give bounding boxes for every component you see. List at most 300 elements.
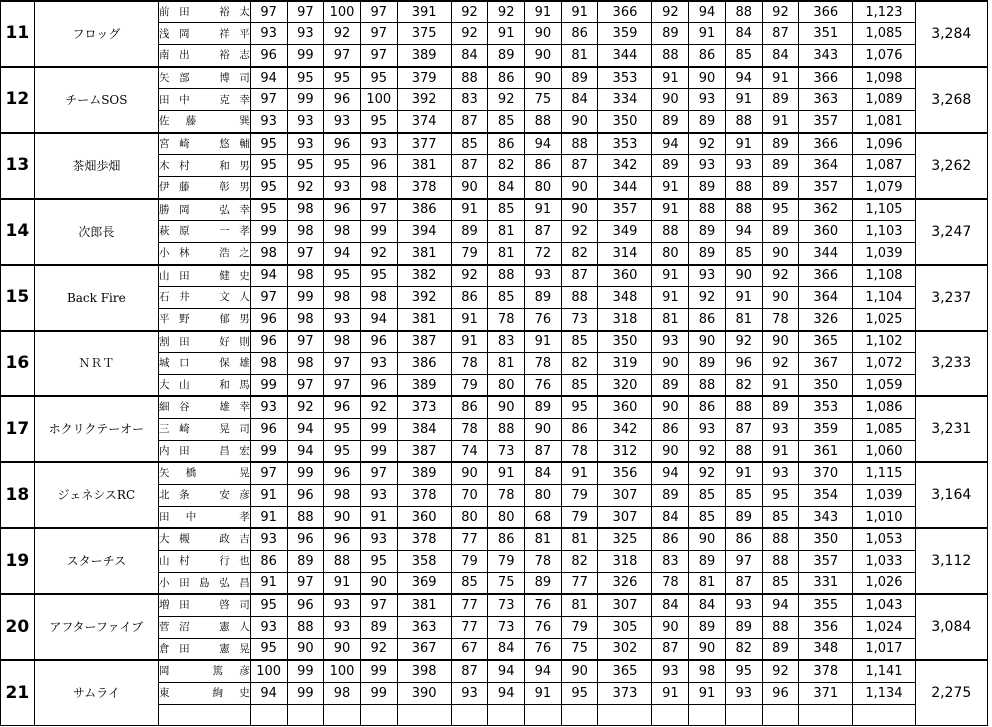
player-total: 1,105: [853, 199, 915, 221]
series-score: [287, 704, 324, 726]
series-subtotal: 378: [397, 528, 451, 550]
series-score: 85: [488, 199, 525, 221]
series-score: 88: [725, 199, 762, 221]
series-score: 90: [525, 67, 562, 89]
series-score: 87: [525, 440, 562, 462]
series-score: 90: [561, 660, 598, 682]
series-subtotal: 307: [598, 484, 652, 506]
series-score: 95: [250, 155, 287, 177]
series-score: 76: [525, 309, 562, 331]
series-score: 90: [652, 353, 689, 375]
series-subtotal: 353: [598, 67, 652, 89]
series-score: 84: [652, 594, 689, 616]
player-total: 1,076: [853, 45, 915, 67]
team-name: ジェネシスRC: [34, 462, 158, 528]
series-subtotal: 373: [397, 396, 451, 418]
player-name: 田中 孝: [159, 506, 251, 528]
series-score: 94: [488, 660, 525, 682]
series-score: 79: [561, 616, 598, 638]
series-score: 88: [488, 418, 525, 440]
player-name: 倉田 憲晃: [159, 638, 251, 660]
series-score: 86: [561, 23, 598, 45]
player-name: 岡 篤彦: [159, 660, 251, 682]
series-score: 84: [451, 45, 488, 67]
series-score: 100: [250, 660, 287, 682]
series-score: 90: [525, 45, 562, 67]
player-name: 前田 裕太: [159, 1, 251, 23]
player-total: 1,123: [853, 1, 915, 23]
series-score: 90: [360, 572, 397, 594]
player-total: 1,025: [853, 309, 915, 331]
series-score: 85: [689, 484, 726, 506]
series-score: 94: [525, 133, 562, 155]
series-subtotal: 343: [799, 506, 853, 528]
player-total: 1,053: [853, 528, 915, 550]
series-score: 92: [488, 89, 525, 111]
series-score: 79: [451, 374, 488, 396]
series-score: 96: [287, 484, 324, 506]
series-score: 92: [360, 638, 397, 660]
series-score: 99: [287, 660, 324, 682]
series-score: 97: [324, 374, 361, 396]
series-score: 94: [525, 660, 562, 682]
series-score: [488, 704, 525, 726]
series-score: 99: [287, 45, 324, 67]
series-score: 80: [652, 243, 689, 265]
series-subtotal: 378: [397, 177, 451, 199]
series-score: 89: [488, 45, 525, 67]
team-total: 3,268: [915, 67, 987, 133]
series-score: 87: [725, 418, 762, 440]
series-score: 95: [324, 67, 361, 89]
series-score: 90: [762, 331, 799, 353]
series-subtotal: 394: [397, 221, 451, 243]
series-subtotal: 386: [397, 199, 451, 221]
series-score: 97: [725, 550, 762, 572]
series-score: 98: [360, 177, 397, 199]
series-score: 93: [689, 265, 726, 287]
series-score: 93: [525, 265, 562, 287]
series-score: 98: [324, 287, 361, 309]
series-score: 87: [561, 265, 598, 287]
player-total: 1,089: [853, 89, 915, 111]
player-name: 矢橋 晃: [159, 462, 251, 484]
series-subtotal: 398: [397, 660, 451, 682]
series-score: 67: [451, 638, 488, 660]
series-score: 94: [762, 594, 799, 616]
series-score: 88: [324, 550, 361, 572]
series-subtotal: 360: [598, 265, 652, 287]
team-name: ＮＲＴ: [34, 331, 158, 397]
series-score: 73: [488, 440, 525, 462]
series-score: [725, 704, 762, 726]
series-score: 89: [762, 177, 799, 199]
series-score: 81: [525, 528, 562, 550]
player-name: 佐藤 巽: [159, 111, 251, 133]
series-subtotal: 367: [799, 353, 853, 375]
series-score: 92: [762, 660, 799, 682]
series-subtotal: 326: [598, 572, 652, 594]
player-name: [159, 704, 251, 726]
series-subtotal: 351: [799, 23, 853, 45]
player-total: 1,134: [853, 682, 915, 704]
series-score: 90: [652, 89, 689, 111]
series-score: 73: [561, 309, 598, 331]
player-name: 城口 保雄: [159, 353, 251, 375]
table-row: [1, 594, 988, 616]
series-score: 82: [561, 353, 598, 375]
series-score: 99: [360, 660, 397, 682]
team-rank: 18: [1, 462, 35, 528]
table-row: [1, 1, 988, 23]
team-name: Back Fire: [34, 265, 158, 331]
series-score: 93: [324, 177, 361, 199]
player-total: 1,085: [853, 418, 915, 440]
series-subtotal: 381: [397, 309, 451, 331]
series-subtotal: 307: [598, 506, 652, 528]
series-score: 93: [360, 528, 397, 550]
series-score: 99: [360, 440, 397, 462]
player-total: 1,039: [853, 243, 915, 265]
series-score: 99: [287, 682, 324, 704]
series-score: 85: [561, 374, 598, 396]
series-score: 91: [652, 682, 689, 704]
series-score: 88: [689, 199, 726, 221]
series-subtotal: 353: [598, 133, 652, 155]
series-score: 76: [525, 638, 562, 660]
player-name: 小田島弘昌: [159, 572, 251, 594]
series-score: 75: [525, 89, 562, 111]
series-score: 89: [360, 616, 397, 638]
series-score: 90: [689, 67, 726, 89]
series-score: 91: [652, 177, 689, 199]
series-score: 85: [488, 287, 525, 309]
series-score: 88: [762, 616, 799, 638]
series-score: 88: [725, 177, 762, 199]
series-score: 84: [561, 89, 598, 111]
team-total: 3,231: [915, 396, 987, 462]
series-subtotal: 371: [799, 682, 853, 704]
series-score: 75: [488, 572, 525, 594]
player-name: 菅沼 憲人: [159, 616, 251, 638]
series-score: 95: [360, 265, 397, 287]
series-score: 78: [451, 353, 488, 375]
series-score: 94: [652, 133, 689, 155]
player-total: 1,103: [853, 221, 915, 243]
table-row: [1, 462, 988, 484]
series-subtotal: 365: [598, 660, 652, 682]
series-subtotal: 359: [799, 418, 853, 440]
series-score: 92: [287, 396, 324, 418]
team-total: 3,164: [915, 462, 987, 528]
series-subtotal: 314: [598, 243, 652, 265]
series-score: 78: [488, 484, 525, 506]
series-score: 95: [360, 550, 397, 572]
series-score: 80: [525, 177, 562, 199]
series-score: 86: [652, 418, 689, 440]
series-score: 89: [525, 287, 562, 309]
series-subtotal: [397, 704, 451, 726]
series-score: [652, 704, 689, 726]
player-total: 1,059: [853, 374, 915, 396]
team-total: 3,262: [915, 133, 987, 199]
series-score: [525, 704, 562, 726]
series-score: 88: [762, 550, 799, 572]
series-subtotal: 360: [799, 221, 853, 243]
series-subtotal: 344: [598, 177, 652, 199]
series-score: 91: [488, 462, 525, 484]
series-score: 93: [451, 682, 488, 704]
series-subtotal: 349: [598, 221, 652, 243]
series-score: 93: [689, 89, 726, 111]
series-subtotal: 389: [397, 462, 451, 484]
series-score: 86: [689, 45, 726, 67]
series-score: 97: [360, 45, 397, 67]
series-score: 98: [287, 265, 324, 287]
series-score: 98: [324, 484, 361, 506]
team-name: チームSOS: [34, 67, 158, 133]
series-score: 100: [360, 89, 397, 111]
team-rank: 21: [1, 660, 35, 726]
series-score: 99: [250, 440, 287, 462]
series-subtotal: [799, 704, 853, 726]
series-subtotal: 326: [799, 309, 853, 331]
series-score: 95: [250, 133, 287, 155]
series-score: 97: [250, 1, 287, 23]
series-score: 87: [561, 155, 598, 177]
series-score: 91: [250, 506, 287, 528]
player-name: 石井 文人: [159, 287, 251, 309]
series-score: 84: [488, 638, 525, 660]
series-score: 91: [451, 199, 488, 221]
series-subtotal: 302: [598, 638, 652, 660]
player-name: 南出 裕志: [159, 45, 251, 67]
series-score: 91: [250, 572, 287, 594]
series-score: 92: [689, 462, 726, 484]
series-score: 85: [762, 506, 799, 528]
series-score: 88: [652, 221, 689, 243]
series-score: 98: [360, 287, 397, 309]
series-score: 96: [324, 396, 361, 418]
series-score: 80: [525, 484, 562, 506]
team-name: ホクリクテーオー: [34, 396, 158, 462]
series-score: 92: [324, 23, 361, 45]
series-score: 73: [488, 616, 525, 638]
series-score: 94: [725, 67, 762, 89]
series-score: 95: [762, 199, 799, 221]
series-score: 78: [525, 550, 562, 572]
series-score: 79: [561, 506, 598, 528]
series-score: 83: [652, 550, 689, 572]
series-score: 93: [360, 353, 397, 375]
series-score: 91: [250, 484, 287, 506]
series-score: 88: [488, 265, 525, 287]
player-name: 伊藤 彰男: [159, 177, 251, 199]
player-total: [853, 704, 915, 726]
team-name: サムライ: [34, 660, 158, 726]
table-row: [1, 133, 988, 155]
series-subtotal: 320: [598, 374, 652, 396]
series-score: 92: [689, 133, 726, 155]
series-score: 96: [324, 89, 361, 111]
series-score: 72: [525, 243, 562, 265]
series-score: 91: [652, 67, 689, 89]
player-total: 1,087: [853, 155, 915, 177]
player-name: 平野 郁男: [159, 309, 251, 331]
series-score: 81: [689, 572, 726, 594]
series-score: 90: [652, 440, 689, 462]
series-score: 92: [652, 1, 689, 23]
series-score: 82: [561, 550, 598, 572]
player-total: 1,026: [853, 572, 915, 594]
team-total: 3,233: [915, 331, 987, 397]
series-score: 81: [488, 353, 525, 375]
team-rank: 19: [1, 528, 35, 594]
series-score: 91: [525, 682, 562, 704]
series-score: 84: [652, 506, 689, 528]
series-score: 91: [725, 287, 762, 309]
series-score: 70: [451, 484, 488, 506]
series-score: 93: [725, 682, 762, 704]
series-score: 96: [287, 594, 324, 616]
series-subtotal: 356: [799, 616, 853, 638]
team-rank: 15: [1, 265, 35, 331]
player-total: 1,072: [853, 353, 915, 375]
table-row: [1, 331, 988, 353]
series-score: 96: [762, 682, 799, 704]
series-score: 92: [287, 177, 324, 199]
series-score: 92: [561, 221, 598, 243]
series-score: 95: [360, 67, 397, 89]
series-score: 94: [250, 67, 287, 89]
series-score: 90: [324, 638, 361, 660]
series-score: 95: [250, 177, 287, 199]
series-subtotal: 357: [598, 199, 652, 221]
series-score: 94: [652, 462, 689, 484]
series-score: 97: [360, 199, 397, 221]
series-score: 92: [762, 1, 799, 23]
series-score: [762, 704, 799, 726]
series-score: 100: [324, 660, 361, 682]
series-score: 93: [324, 594, 361, 616]
series-score: 90: [725, 265, 762, 287]
series-score: 89: [451, 221, 488, 243]
series-score: 91: [488, 23, 525, 45]
series-score: 95: [561, 396, 598, 418]
series-score: 89: [689, 243, 726, 265]
team-name: アフターファイブ: [34, 594, 158, 660]
player-name: 田中 克幸: [159, 89, 251, 111]
series-score: 88: [561, 133, 598, 155]
series-score: [360, 704, 397, 726]
series-score: 93: [250, 111, 287, 133]
series-score: 89: [725, 616, 762, 638]
series-score: 90: [561, 199, 598, 221]
series-score: 89: [287, 550, 324, 572]
series-subtotal: 389: [397, 45, 451, 67]
series-score: 95: [250, 594, 287, 616]
team-rank: 20: [1, 594, 35, 660]
series-subtotal: 392: [397, 89, 451, 111]
series-score: 96: [360, 331, 397, 353]
series-score: 93: [324, 309, 361, 331]
series-score: 93: [250, 23, 287, 45]
series-score: 99: [287, 462, 324, 484]
series-score: 73: [488, 594, 525, 616]
series-score: 97: [250, 462, 287, 484]
series-score: 84: [525, 462, 562, 484]
series-score: 68: [525, 506, 562, 528]
series-score: 93: [324, 616, 361, 638]
series-score: 94: [287, 440, 324, 462]
series-score: 89: [689, 353, 726, 375]
series-score: 90: [451, 462, 488, 484]
series-score: 92: [451, 1, 488, 23]
series-subtotal: 369: [397, 572, 451, 594]
series-score: 87: [525, 221, 562, 243]
series-score: 92: [451, 265, 488, 287]
series-score: 96: [360, 374, 397, 396]
series-score: 98: [287, 353, 324, 375]
series-score: 91: [725, 133, 762, 155]
series-score: 99: [360, 682, 397, 704]
series-score: 90: [525, 418, 562, 440]
series-subtotal: 350: [598, 331, 652, 353]
series-score: 90: [488, 396, 525, 418]
series-score: 97: [250, 287, 287, 309]
series-score: 97: [360, 594, 397, 616]
series-score: 98: [287, 199, 324, 221]
team-name: 茶畑歩畑: [34, 133, 158, 199]
series-score: 86: [488, 67, 525, 89]
series-score: 99: [250, 374, 287, 396]
series-subtotal: 354: [799, 484, 853, 506]
series-score: 96: [324, 462, 361, 484]
series-subtotal: 363: [799, 89, 853, 111]
series-score: 83: [451, 89, 488, 111]
series-subtotal: 387: [397, 331, 451, 353]
series-score: 91: [762, 67, 799, 89]
series-score: 92: [689, 440, 726, 462]
series-subtotal: 366: [799, 265, 853, 287]
series-score: 81: [561, 594, 598, 616]
table-row: [1, 660, 988, 682]
series-score: 77: [451, 616, 488, 638]
series-score: 91: [525, 331, 562, 353]
series-score: 81: [561, 45, 598, 67]
series-score: 91: [324, 572, 361, 594]
player-total: 1,085: [853, 23, 915, 45]
series-score: 91: [725, 462, 762, 484]
series-score: 85: [725, 243, 762, 265]
series-score: 93: [725, 594, 762, 616]
series-subtotal: 361: [799, 440, 853, 462]
series-score: 95: [324, 440, 361, 462]
player-name: 矢部 博司: [159, 67, 251, 89]
series-score: 91: [689, 23, 726, 45]
series-score: 78: [525, 353, 562, 375]
series-score: 96: [324, 133, 361, 155]
series-score: 98: [324, 331, 361, 353]
series-score: 99: [360, 221, 397, 243]
series-score: 90: [561, 111, 598, 133]
series-score: 93: [360, 133, 397, 155]
series-subtotal: 392: [397, 287, 451, 309]
series-score: 94: [488, 682, 525, 704]
player-name: 山村 行也: [159, 550, 251, 572]
series-score: 95: [561, 682, 598, 704]
series-score: 86: [652, 528, 689, 550]
